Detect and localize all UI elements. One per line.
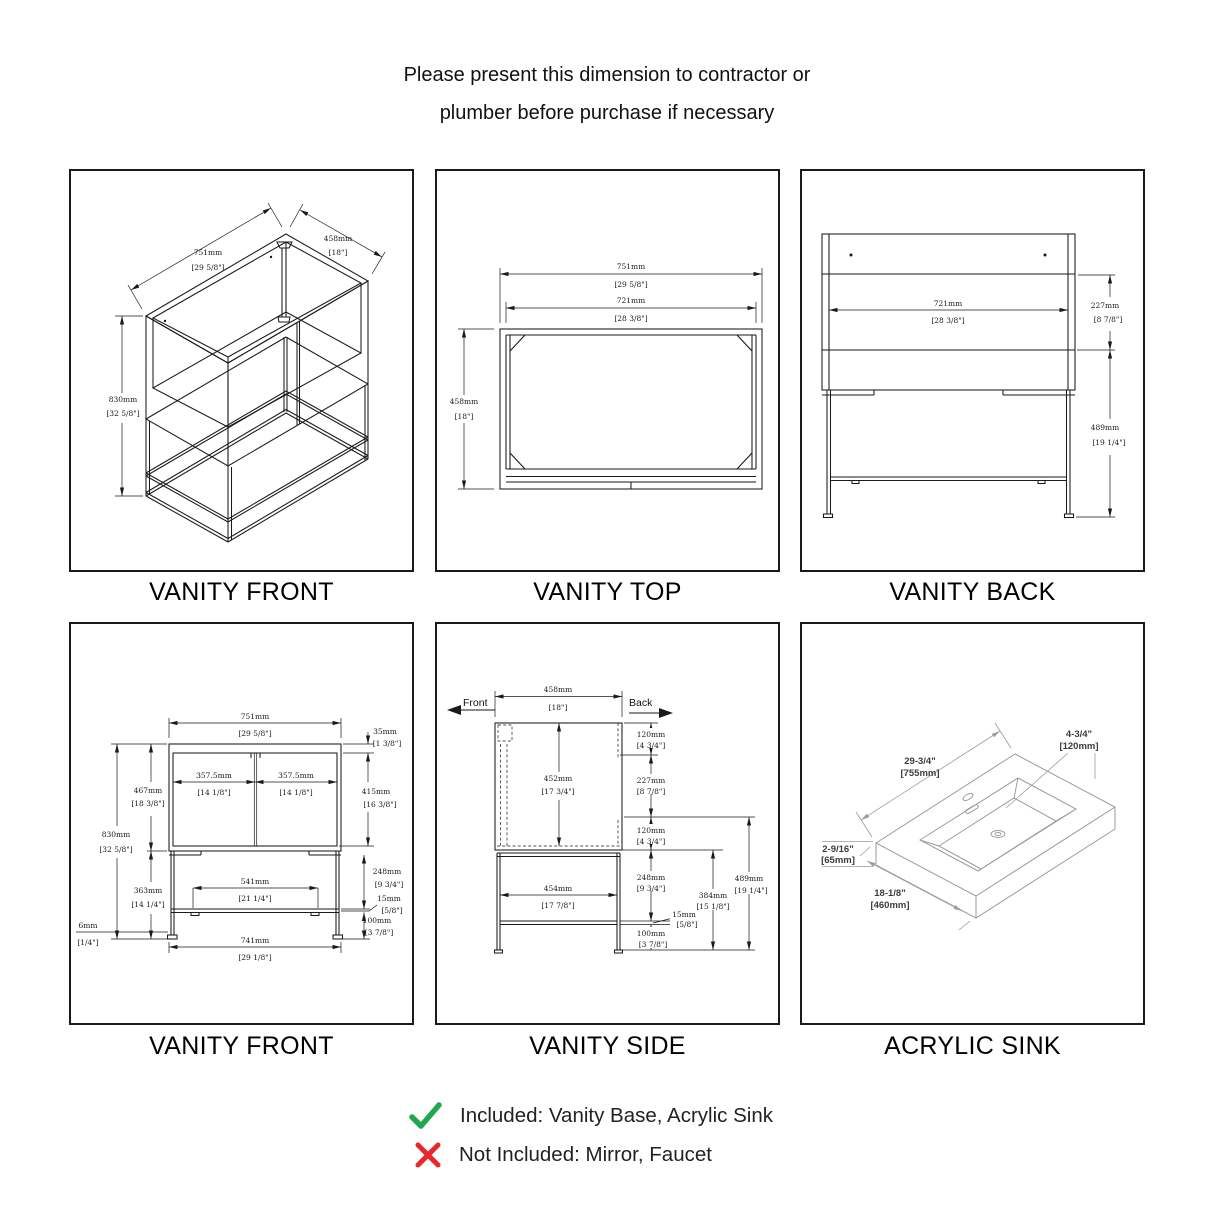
dim-shelf-width: 541mm	[240, 877, 270, 886]
panel-vanity-top	[435, 169, 780, 572]
dim-lower: 489mm	[1090, 423, 1120, 432]
dim-base-total: 384mm	[698, 891, 728, 900]
dim-t4-in: [9 3/4"]	[636, 884, 666, 893]
check-icon	[408, 1100, 444, 1132]
dim-t2: 227mm	[636, 776, 666, 785]
dim-door-height-in: [16 3/8"]	[363, 800, 397, 809]
dim-top-gap-in: [1 3/8"]	[372, 739, 402, 748]
dim-shelf-thick: 15mm	[377, 894, 401, 903]
vanity-top-drawing	[437, 171, 778, 570]
dim-outer-width-in: [29 5/8"]	[614, 280, 648, 289]
dim-back-height-in: [19 1/4"]	[734, 886, 768, 895]
dim-shelf: 454mm	[543, 884, 573, 893]
dim-width-mm: [755mm]	[900, 768, 940, 779]
dim-inner-width-in: [28 3/8"]	[931, 316, 965, 325]
dim-total-height-in: [32 5/8"]	[99, 845, 133, 854]
dim-base-height: 363mm	[133, 886, 163, 895]
dim-leg-in: [3 7/8"]	[638, 940, 668, 949]
caption-vanity-top: VANITY TOP	[533, 578, 682, 606]
dim-open: 248mm	[372, 867, 402, 876]
dim-top-width-in: [29 5/8"]	[238, 729, 272, 738]
dim-faucet: 4-3/4"	[1065, 729, 1093, 740]
dim-depth: 18-1/8"	[874, 888, 906, 899]
caption-vanity-back: VANITY BACK	[889, 578, 1056, 606]
dim-width-in: [29 5/8"]	[191, 263, 225, 272]
dim-depth: 458mm	[323, 234, 353, 243]
vanity-front-iso-drawing	[71, 171, 412, 570]
dim-leg: 100mm	[636, 929, 666, 938]
dim-upper: 227mm	[1090, 301, 1120, 310]
dim-height: 830mm	[108, 395, 138, 404]
dim-depth-in: [18"]	[548, 703, 568, 712]
dim-top-gap: 35mm	[373, 727, 397, 736]
dim-outer-width: 751mm	[616, 262, 646, 271]
dim-top-width: 751mm	[240, 712, 270, 721]
panel-vanity-side	[435, 622, 780, 1025]
dim-width: 29-3/4"	[904, 756, 936, 767]
header-line2: plumber before purchase if necessary	[439, 102, 775, 124]
dim-t3: 120mm	[636, 826, 666, 835]
dim-door-right: 357.5mm	[278, 771, 314, 780]
dim-shelf-thick-in: [5/8"]	[381, 906, 403, 915]
dim-lower-in: [19 1/4"]	[1092, 438, 1126, 447]
dim-inner-width: 721mm	[933, 299, 963, 308]
front-label: Front	[463, 697, 488, 709]
dim-door-right-in: [14 1/8"]	[279, 788, 313, 797]
dim-t3-in: [4 3/4"]	[636, 837, 666, 846]
dim-door-left-in: [14 1/8"]	[197, 788, 231, 797]
dim-inner-width-in: [28 3/8"]	[614, 314, 648, 323]
dim-inner: 452mm	[543, 774, 573, 783]
dim-thickness: 2-9/16"	[822, 844, 854, 855]
dim-t4: 248mm	[636, 873, 666, 882]
caption-vanity-side: VANITY SIDE	[529, 1032, 686, 1060]
dim-t1: 120mm	[636, 730, 666, 739]
dim-shelf-thick-in: [5/8"]	[676, 920, 698, 929]
dim-inner-in: [17 3/4"]	[541, 787, 575, 796]
dim-door-height: 415mm	[361, 787, 391, 796]
not-included-row	[411, 1140, 712, 1170]
dim-leg-in: [3 7/8"]	[364, 928, 394, 937]
dim-leg: 100mm	[362, 916, 392, 925]
panel-acrylic-sink	[800, 622, 1145, 1025]
header-note	[0, 56, 1214, 132]
back-label: Back	[629, 697, 653, 709]
dim-t1-in: [4 3/4"]	[636, 741, 666, 750]
header-line1: Please present this dimension to contractor or	[403, 64, 811, 86]
dim-depth-in: [18"]	[328, 248, 348, 257]
included-row	[408, 1100, 773, 1132]
dim-thickness-mm: [65mm]	[821, 855, 855, 866]
included-label: Included: Vanity Base, Acrylic Sink	[460, 1104, 773, 1127]
not-included-label: Not Included: Mirror, Faucet	[459, 1143, 712, 1166]
dim-bottom-width-in: [29 1/8"]	[238, 953, 272, 962]
vanity-back-drawing	[802, 171, 1143, 570]
dim-depth-mm: [460mm]	[870, 900, 910, 911]
dim-shelf-in: [17 7/8"]	[541, 901, 575, 910]
dim-depth-in: [18"]	[454, 412, 474, 421]
caption-acrylic-sink: ACRYLIC SINK	[884, 1032, 1061, 1060]
dim-shelf-width-in: [21 1/4"]	[238, 894, 272, 903]
dim-cab-height-in: [18 3/8"]	[131, 799, 165, 808]
caption-vanity-front-elev: VANITY FRONT	[149, 1032, 334, 1060]
dim-open-in: [9 3/4"]	[374, 880, 404, 889]
dim-cab-height: 467mm	[133, 786, 163, 795]
dim-door-left: 357.5mm	[196, 771, 232, 780]
dim-foot-in: [1/4"]	[77, 938, 99, 947]
dim-base-height-in: [14 1/4"]	[131, 900, 165, 909]
dim-base-total-in: [15 1/8"]	[696, 902, 730, 911]
dim-total-height: 830mm	[101, 830, 131, 839]
dim-height-in: [32 5/8"]	[106, 409, 140, 418]
dim-faucet-mm: [120mm]	[1059, 741, 1099, 752]
dim-shelf-thick: 15mm	[672, 910, 696, 919]
dim-bottom-width: 741mm	[240, 936, 270, 945]
dim-inner-width: 721mm	[616, 296, 646, 305]
vanity-front-elev-drawing	[71, 624, 412, 1023]
panel-vanity-front-iso	[69, 169, 414, 572]
cross-icon	[413, 1140, 443, 1170]
dim-back-height: 489mm	[734, 874, 764, 883]
dim-width: 751mm	[193, 248, 223, 257]
caption-vanity-front-iso: VANITY FRONT	[149, 578, 334, 606]
dim-depth: 458mm	[543, 685, 573, 694]
dim-foot: 6mm	[78, 921, 98, 930]
vanity-side-drawing	[437, 624, 778, 1023]
dim-depth: 458mm	[449, 397, 479, 406]
dim-t2-in: [8 7/8"]	[636, 787, 666, 796]
panel-vanity-front-elev	[69, 622, 414, 1025]
acrylic-sink-drawing	[802, 624, 1143, 1023]
panel-vanity-back	[800, 169, 1145, 572]
dim-upper-in: [8 7/8"]	[1093, 315, 1123, 324]
